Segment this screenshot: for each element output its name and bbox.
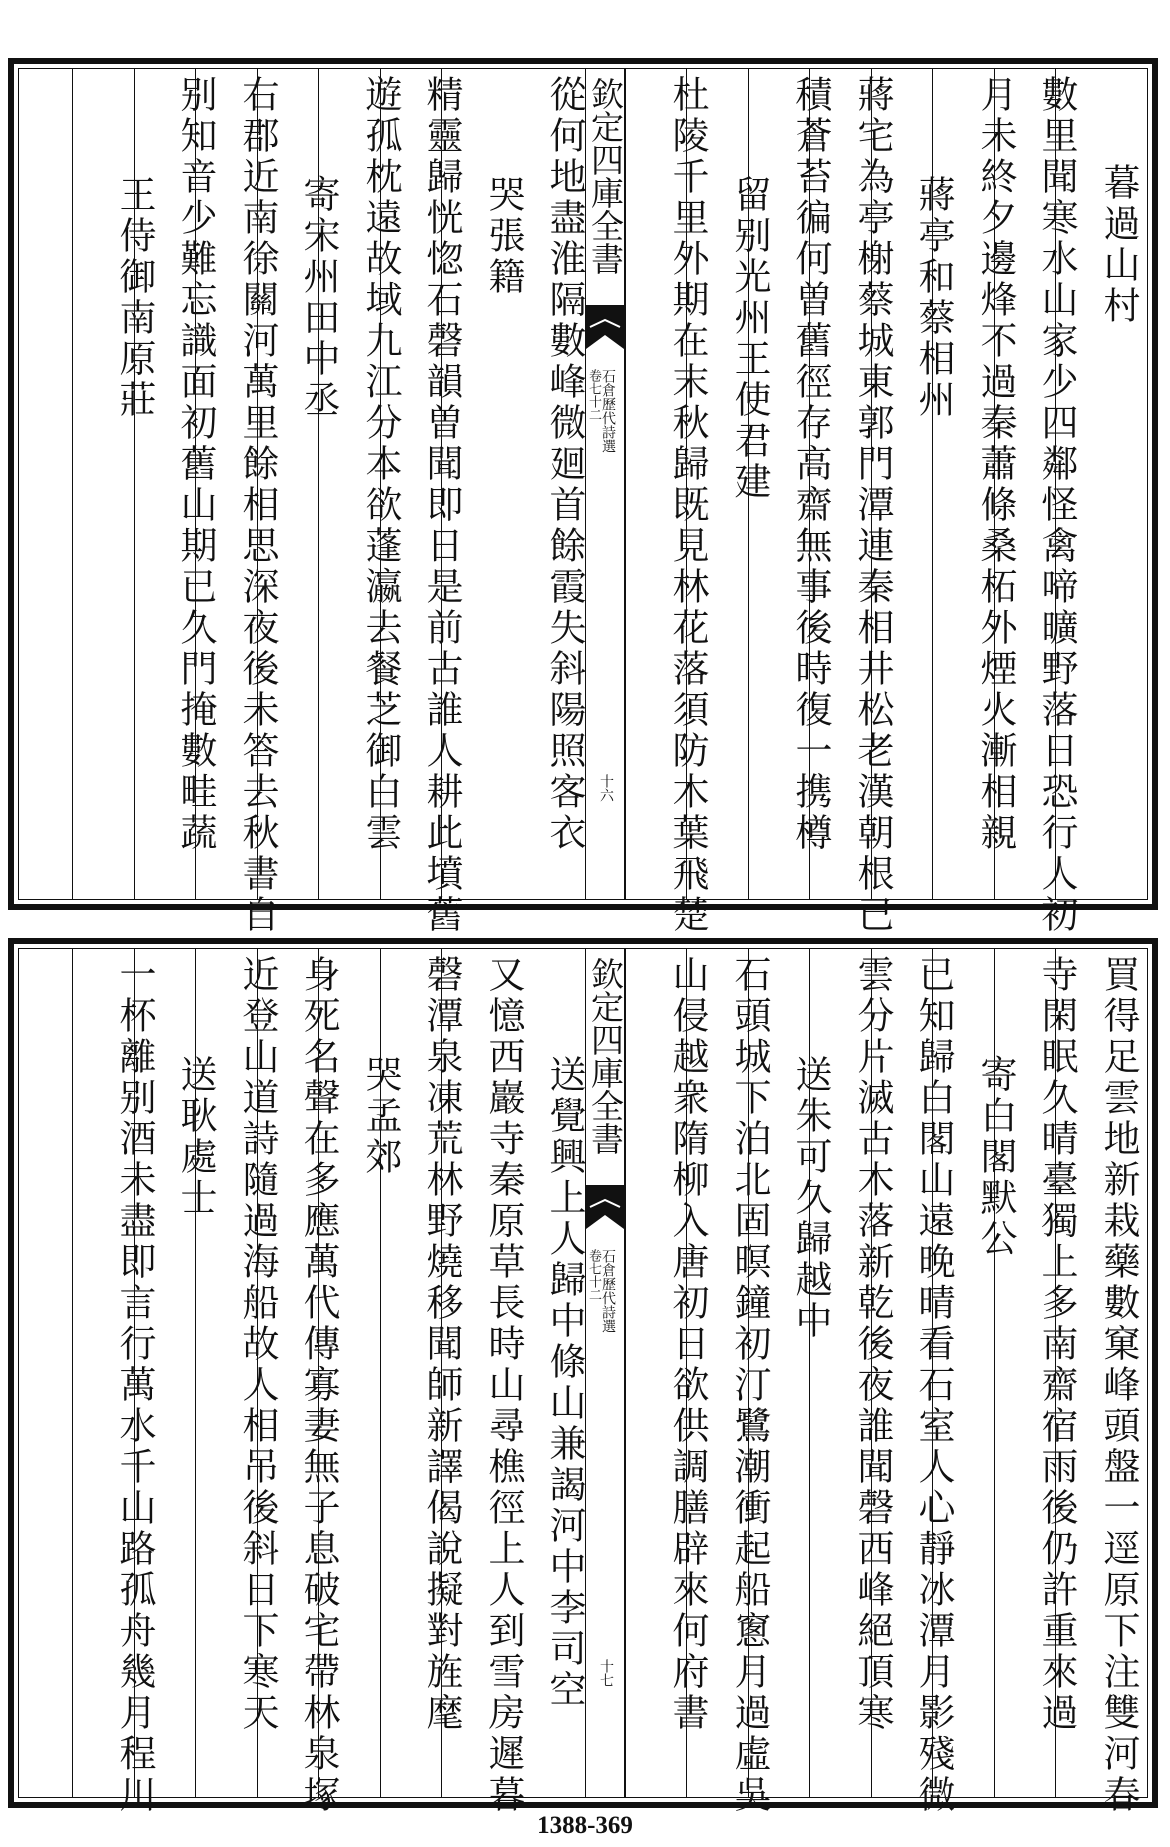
poem-line: 買得足雲地新栽藥數窠峰頭盤一逕原下注雙河春 — [1097, 955, 1140, 1816]
poem-line: 月未終夕邊烽不過秦蕭條桑柘外煙火漸相親 — [974, 75, 1017, 854]
column-rule — [72, 69, 73, 899]
poem-title: 送覺興上人歸中條山兼謁河中李司空 — [543, 1055, 586, 1711]
bottom-page — [8, 938, 1158, 1816]
page-number: 1388-369 — [537, 1812, 633, 1839]
poem-line: 杜陵千里外期在末秋歸既見林花落須防木葉飛楚 — [666, 75, 709, 936]
column-rule — [625, 69, 626, 899]
poem-line: 别知音少難忘識面初舊山期已久門掩數畦蔬 — [174, 75, 217, 854]
center-gutter — [585, 69, 625, 899]
poem-line: 山侵越衆隋柳入唐初日欲供調膳辟來何府書 — [666, 955, 709, 1734]
gutter-volume: 卷七十二 — [586, 369, 601, 421]
poem-title: 哭孟郊 — [359, 1055, 402, 1178]
poem-title: 王侍御南原莊 — [113, 175, 156, 421]
poem-line: 積蒼苔徧何曽舊徑存高齋無事後時復一携樽 — [789, 75, 832, 854]
poem-title: 送耿處士 — [174, 1055, 217, 1219]
top-page — [8, 58, 1158, 936]
fish-tail-icon — [586, 1185, 624, 1229]
fish-tail-icon — [586, 305, 624, 349]
bottom-page-frame — [18, 948, 1148, 1816]
poem-title: 留别光州王使君建 — [728, 175, 771, 503]
gutter-leaf-number: 十六 — [598, 774, 614, 802]
poem-title: 哭張籍 — [482, 175, 525, 298]
gutter-title: 欽定四庫全書 — [586, 957, 625, 1155]
poem-line: 石頭城下泊北固暝鐘初汀鷺潮衝起船窻月過虛吳 — [728, 955, 771, 1816]
poem-line: 數里聞寒水山家少四鄰怪禽啼曠野落日恐行人初 — [1035, 75, 1078, 936]
poem-title: 寄白閣默公 — [974, 1055, 1017, 1260]
gutter-book-title: 石倉歷代詩選 — [600, 369, 616, 453]
gutter-book-title: 石倉歷代詩選 — [600, 1249, 616, 1333]
poem-title: 蔣亭和蔡相州 — [912, 175, 955, 421]
poem-line: 已知歸白閣山遠晚晴看石室人心靜冰潭月影殘微 — [912, 955, 955, 1816]
center-gutter — [585, 949, 625, 1797]
column-rule — [625, 949, 626, 1797]
poem-line: 近登山道詩隨過海船故人相吊後斜日下寒天 — [236, 955, 279, 1734]
poem-line: 身死名聲在多應萬代傳寡妻無子息破宅帶林泉塚 — [297, 955, 340, 1816]
poem-title: 寄宋州田中丞 — [297, 175, 340, 421]
poem-line: 遊孤枕遠故域九江分本欲蓬瀛去餐芝御白雲 — [359, 75, 402, 854]
top-page-frame — [18, 68, 1148, 936]
poem-line: 從何地盡淮隔數峰微廻首餘霞失斜陽照客衣 — [543, 75, 586, 854]
poem-title: 送朱可久歸越中 — [789, 1055, 832, 1342]
poem-line: 精靈歸恍惚石磬韻曽聞即日是前古誰人耕此墳舊 — [420, 75, 463, 936]
poem-line: 一杯離别酒未盡即言行萬水千山路孤舟幾月程川 — [113, 955, 156, 1816]
gutter-volume: 卷七十二 — [586, 1249, 601, 1301]
poem-line: 又憶西巖寺秦原草長時山尋樵徑上人到雪房遲暮 — [482, 955, 525, 1816]
column-rule — [72, 949, 73, 1797]
poem-title: 暮過山村 — [1097, 163, 1140, 327]
poem-line: 寺閑眠久晴臺獨上多南齋宿雨後仍許重來過 — [1035, 955, 1078, 1734]
gutter-leaf-number: 十七 — [598, 1659, 614, 1687]
poem-line: 蔣宅為亭榭蔡城東郭門潭連秦相井松老漢朝根已 — [851, 75, 894, 936]
poem-line: 雲分片滅古木落新乾後夜誰聞磬西峰絕頂寒 — [851, 955, 894, 1734]
gutter-title: 欽定四庫全書 — [586, 77, 625, 275]
poem-line: 右郡近南徐關河萬里餘相思深夜後未答去秋書自 — [236, 75, 279, 936]
poem-line: 磬潭泉凍荒林野燒移聞師新譯偈說擬對旌麾 — [420, 955, 463, 1734]
